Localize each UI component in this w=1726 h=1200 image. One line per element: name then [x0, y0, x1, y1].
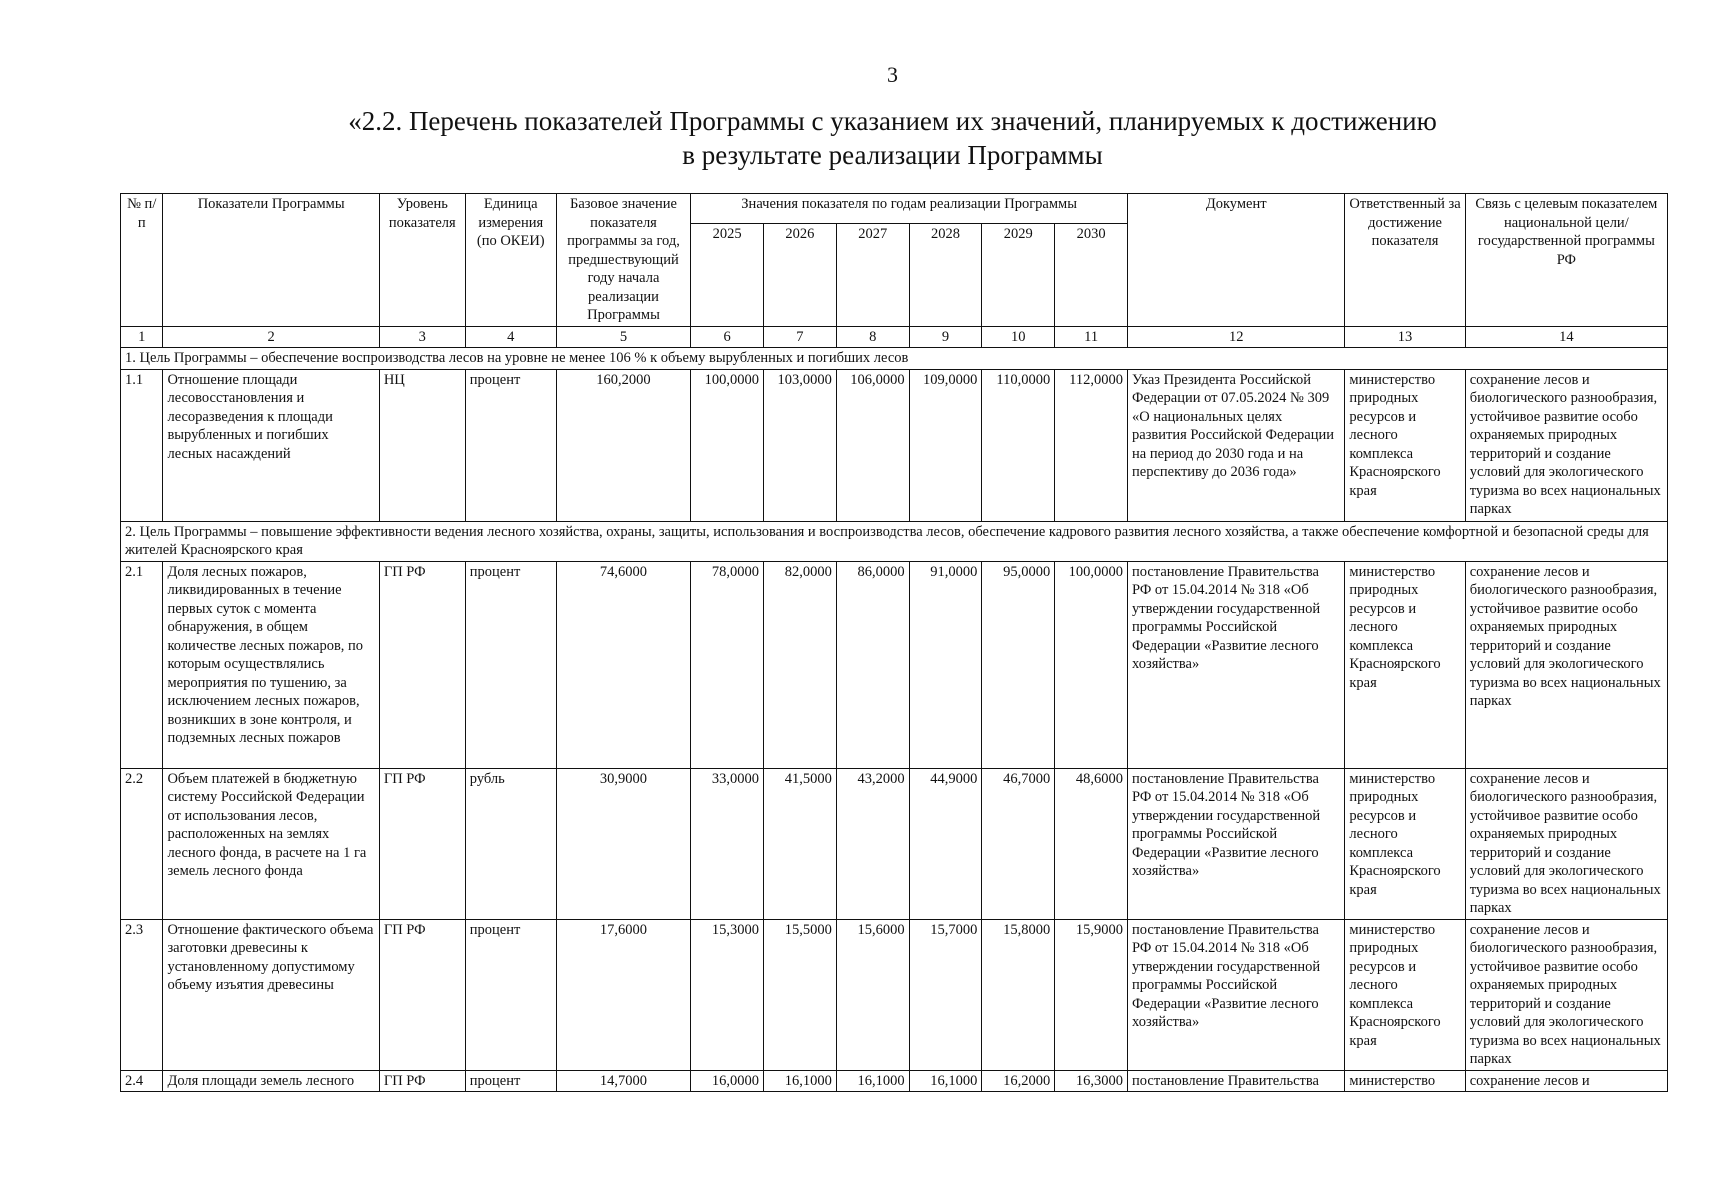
row-unit: процент	[465, 369, 556, 521]
header-year: 2025	[691, 223, 764, 326]
row-value: 112,0000	[1055, 369, 1128, 521]
row-value: 16,1000	[764, 1070, 837, 1092]
row-value: 109,0000	[909, 369, 982, 521]
row-indicator: Доля лесных пожаров, ликвидированных в течение первых суток с момента обнаружения, в общем количестве лесных пожаров, по которым осуществлялись мероприятия по тушению, за исключением лесных пожаров, возникших в зоне контроля, и подземных лесных пожаров	[163, 561, 379, 768]
row-value: 15,5000	[764, 919, 837, 1070]
column-number: 8	[836, 326, 909, 348]
row-value: 33,0000	[691, 768, 764, 919]
row-document: постановление Правительства РФ от 15.04.2014 № 318 «Об утверждении государственной программы Российской Федерации «Развитие лесного хозяйства»	[1128, 768, 1345, 919]
column-number: 2	[163, 326, 379, 348]
column-number: 14	[1465, 326, 1667, 348]
page-title	[0, 104, 1726, 172]
row-value: 100,0000	[691, 369, 764, 521]
row-link: сохранение лесов и биологического разнообразия, устойчивое развитие особо охраняемых природных территорий и создание условий для экологического туризма во всех национальных парках	[1465, 919, 1667, 1070]
row-value: 103,0000	[764, 369, 837, 521]
row-value: 15,6000	[836, 919, 909, 1070]
row-value: 16,1000	[836, 1070, 909, 1092]
row-level: ГП РФ	[379, 768, 465, 919]
header-level: Уровень показателя	[379, 194, 465, 327]
row-value: 16,0000	[691, 1070, 764, 1092]
row-document: постановление Правительства РФ от 15.04.2014 № 318 «Об утверждении государственной программы Российской Федерации «Развитие лесного хозяйства»	[1128, 561, 1345, 768]
row-value: 15,8000	[982, 919, 1055, 1070]
row-link: сохранение лесов и	[1465, 1070, 1667, 1092]
row-value: 43,2000	[836, 768, 909, 919]
row-responsible: министерство	[1345, 1070, 1465, 1092]
column-number: 9	[909, 326, 982, 348]
row-link: сохранение лесов и биологического разнообразия, устойчивое развитие особо охраняемых природных территорий и создание условий для экологического туризма во всех национальных парках	[1465, 561, 1667, 768]
header-year: 2029	[982, 223, 1055, 326]
table-row	[121, 919, 1668, 1070]
header-unit: Единица измерения (по ОКЕИ)	[465, 194, 556, 327]
header-num: № п/п	[121, 194, 163, 327]
goal-1-text: 1. Цель Программы – обеспечение воспроизводства лесов на уровне не менее 106 % к объему вырубленных и погибших лесов	[121, 348, 1668, 370]
row-level: ГП РФ	[379, 561, 465, 768]
row-num: 2.2	[121, 768, 163, 919]
row-indicator: Доля площади земель лесного	[163, 1070, 379, 1092]
column-number: 5	[556, 326, 690, 348]
row-value: 110,0000	[982, 369, 1055, 521]
table-row	[121, 369, 1668, 521]
row-value: 95,0000	[982, 561, 1055, 768]
row-value: 82,0000	[764, 561, 837, 768]
row-num: 2.4	[121, 1070, 163, 1092]
goal-row	[121, 348, 1668, 370]
row-value: 15,7000	[909, 919, 982, 1070]
header-base: Базовое значение показателя программы за год, предшествующий году начала реализации Программы	[556, 194, 690, 327]
row-link: сохранение лесов и биологического разнообразия, устойчивое развитие особо охраняемых природных территорий и создание условий для экологического туризма во всех национальных парках	[1465, 768, 1667, 919]
row-level: ГП РФ	[379, 919, 465, 1070]
header-document: Документ	[1128, 194, 1345, 327]
header-row-1	[121, 194, 1668, 224]
column-number: 13	[1345, 326, 1465, 348]
page-number: 3	[887, 62, 898, 87]
row-base: 160,2000	[556, 369, 690, 521]
header-link: Связь с целевым показателем национальной цели/государственной программы РФ	[1465, 194, 1667, 327]
column-number: 11	[1055, 326, 1128, 348]
row-level: ГП РФ	[379, 1070, 465, 1092]
column-number: 4	[465, 326, 556, 348]
row-responsible: министерство природных ресурсов и лесного комплекса Красноярского края	[1345, 369, 1465, 521]
row-unit: процент	[465, 919, 556, 1070]
row-base: 30,9000	[556, 768, 690, 919]
row-num: 2.1	[121, 561, 163, 768]
row-document: Указ Президента Российской Федерации от 07.05.2024 № 309 «О национальных целях развития Российской Федерации на период до 2030 года и на перспективу до 2036 года»	[1128, 369, 1345, 521]
header-year: 2027	[836, 223, 909, 326]
row-value: 78,0000	[691, 561, 764, 768]
header-year: 2028	[909, 223, 982, 326]
goal-2-text: 2. Цель Программы – повышение эффективности ведения лесного хозяйства, охраны, защиты, использования и воспроизводства лесов, обеспечение кадрового развития лесного хозяйства, а также обеспечение комфортной и безопасной среды для жителей Красноярского края	[121, 521, 1668, 561]
header-year: 2030	[1055, 223, 1128, 326]
row-value: 44,9000	[909, 768, 982, 919]
row-responsible: министерство природных ресурсов и лесного комплекса Красноярского края	[1345, 768, 1465, 919]
row-indicator: Отношение фактического объема заготовки древесины к установленному допустимому объему изъятия древесины	[163, 919, 379, 1070]
header-year: 2026	[764, 223, 837, 326]
header-years-group: Значения показателя по годам реализации Программы	[691, 194, 1128, 224]
column-number: 12	[1128, 326, 1345, 348]
title-line-2: в результате реализации Программы	[682, 140, 1103, 170]
row-num: 1.1	[121, 369, 163, 521]
row-value: 15,3000	[691, 919, 764, 1070]
row-value: 16,2000	[982, 1070, 1055, 1092]
row-base: 17,6000	[556, 919, 690, 1070]
row-base: 74,6000	[556, 561, 690, 768]
row-responsible: министерство природных ресурсов и лесного комплекса Красноярского края	[1345, 919, 1465, 1070]
row-indicator: Объем платежей в бюджетную систему Российской Федерации от использования лесов, расположенных на землях лесного фонда, в расчете на 1 га земель лесного фонда	[163, 768, 379, 919]
row-unit: рубль	[465, 768, 556, 919]
column-number: 10	[982, 326, 1055, 348]
row-unit: процент	[465, 1070, 556, 1092]
column-number: 3	[379, 326, 465, 348]
row-value: 41,5000	[764, 768, 837, 919]
row-value: 48,6000	[1055, 768, 1128, 919]
title-line-1: «2.2. Перечень показателей Программы с указанием их значений, планируемых к достижению	[348, 106, 1437, 136]
row-level: НЦ	[379, 369, 465, 521]
row-document: постановление Правительства	[1128, 1070, 1345, 1092]
row-value: 15,9000	[1055, 919, 1128, 1070]
goal-row	[121, 521, 1668, 561]
row-document: постановление Правительства РФ от 15.04.2014 № 318 «Об утверждении государственной программы Российской Федерации «Развитие лесного хозяйства»	[1128, 919, 1345, 1070]
row-base: 14,7000	[556, 1070, 690, 1092]
column-number: 1	[121, 326, 163, 348]
row-value: 91,0000	[909, 561, 982, 768]
row-value: 46,7000	[982, 768, 1055, 919]
column-numbers-row	[121, 326, 1668, 348]
table-row	[121, 1070, 1668, 1092]
table-row	[121, 561, 1668, 768]
table-row	[121, 768, 1668, 919]
column-number: 7	[764, 326, 837, 348]
row-value: 106,0000	[836, 369, 909, 521]
indicators-table	[120, 193, 1668, 1092]
header-indicator: Показатели Программы	[163, 194, 379, 327]
row-value: 16,1000	[909, 1070, 982, 1092]
row-unit: процент	[465, 561, 556, 768]
row-value: 86,0000	[836, 561, 909, 768]
row-value: 16,3000	[1055, 1070, 1128, 1092]
row-num: 2.3	[121, 919, 163, 1070]
row-indicator: Отношение площади лесовосстановления и лесоразведения к площади вырубленных и погибших лесных насаждений	[163, 369, 379, 521]
header-responsible: Ответственный за достижение показателя	[1345, 194, 1465, 327]
row-value: 100,0000	[1055, 561, 1128, 768]
column-number: 6	[691, 326, 764, 348]
row-responsible: министерство природных ресурсов и лесного комплекса Красноярского края	[1345, 561, 1465, 768]
row-link: сохранение лесов и биологического разнообразия, устойчивое развитие особо охраняемых природных территорий и создание условий для экологического туризма во всех национальных парках	[1465, 369, 1667, 521]
